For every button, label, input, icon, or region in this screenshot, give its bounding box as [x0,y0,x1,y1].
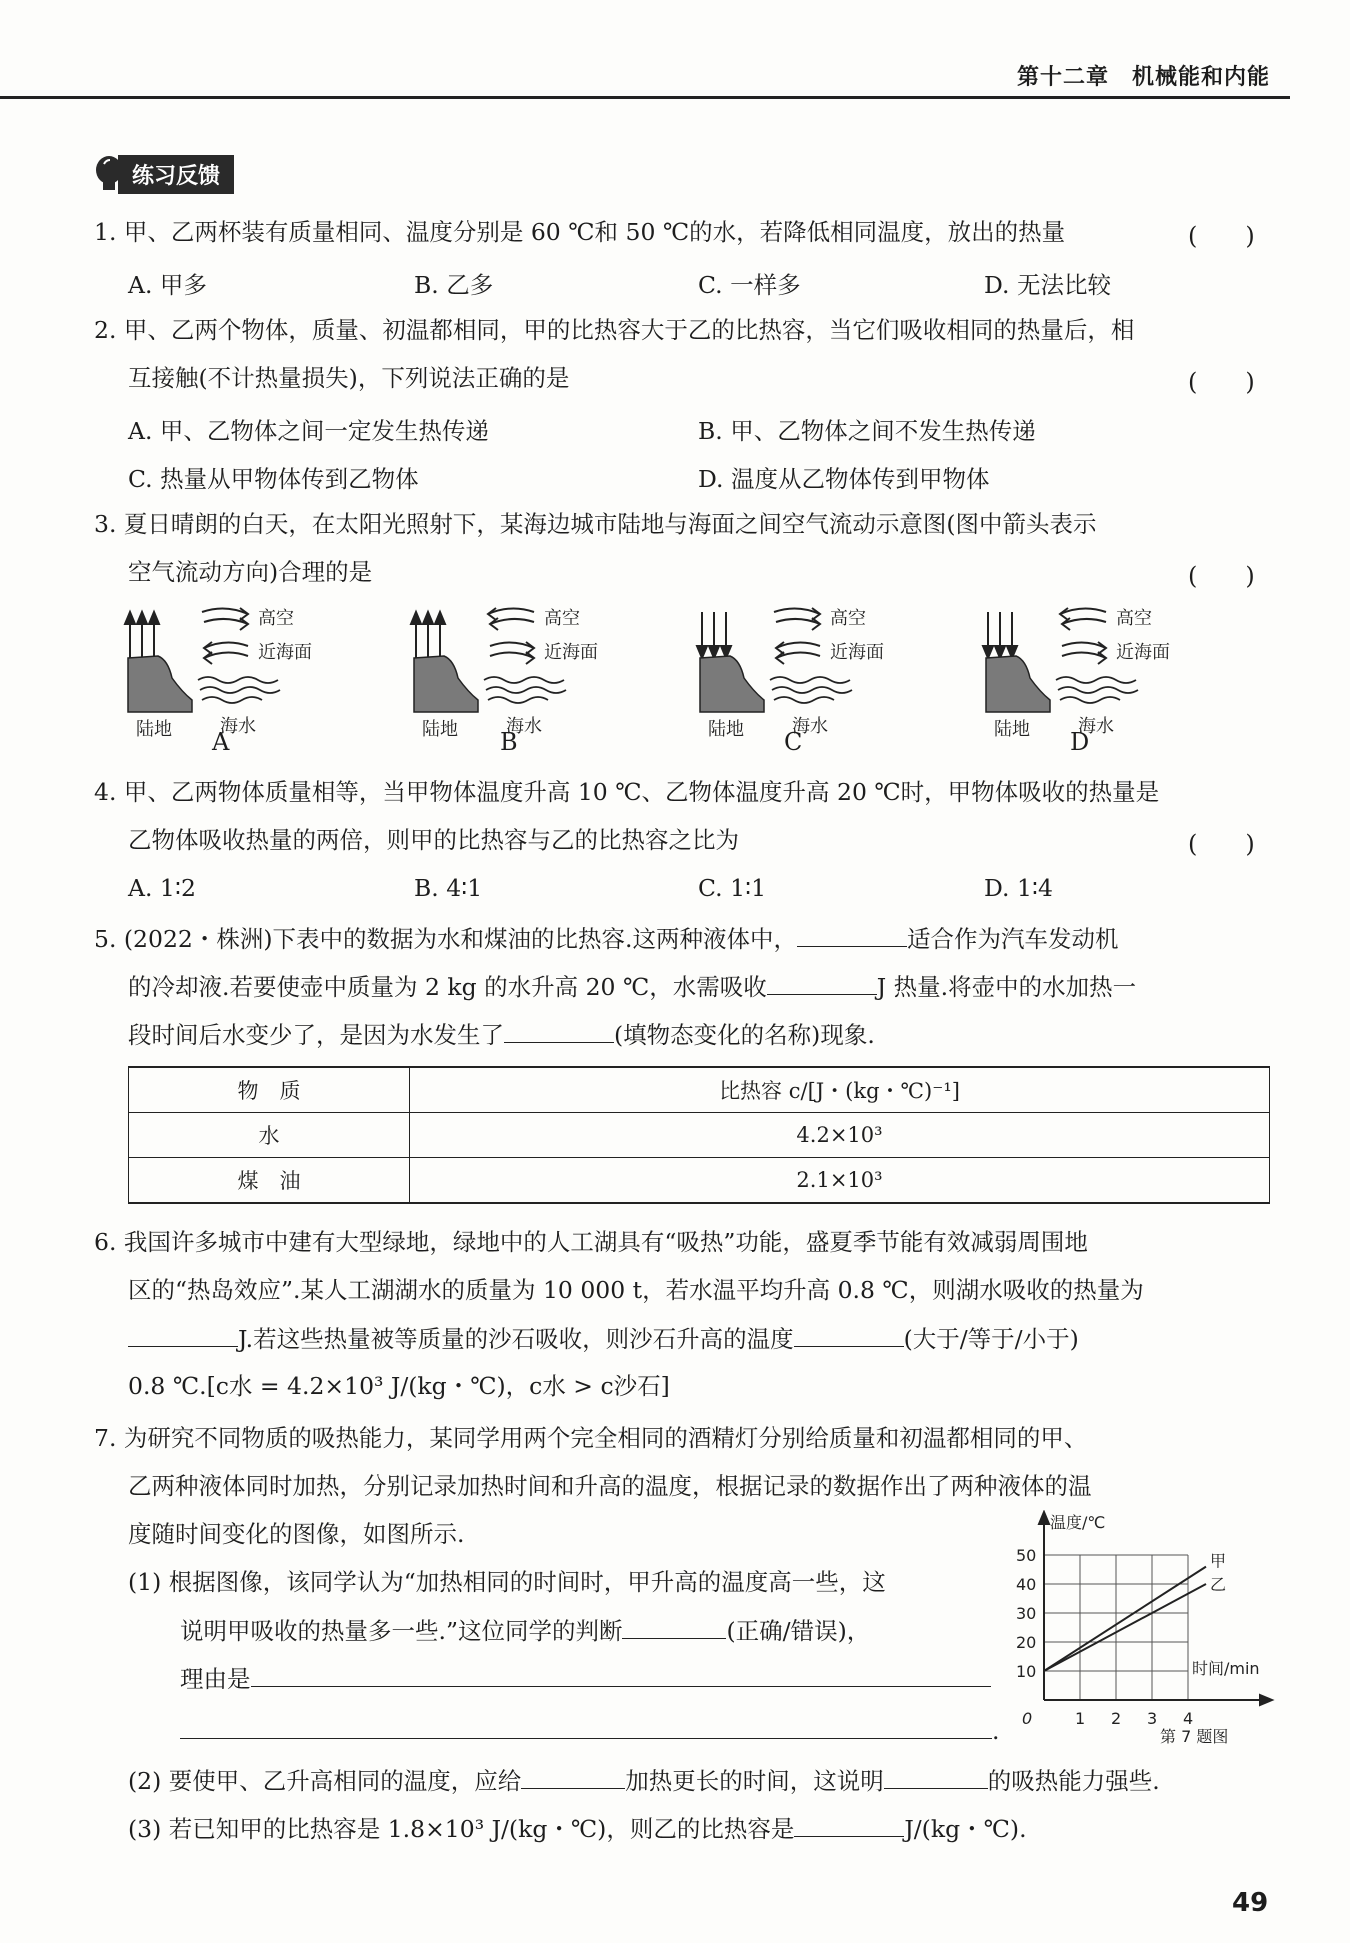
q4-option-c: C. 1∶1 [698,874,767,902]
label-near: 近海面 [1116,642,1170,663]
up-arrows [125,612,159,660]
q3-answer-paren: ( ) [1188,562,1255,590]
q7-blank-reason-2[interactable] [180,1714,992,1739]
q1-answer-paren: ( ) [1188,222,1255,250]
q7-blank-reason-1[interactable] [251,1662,991,1687]
graph-xlabel: 时间/min [1192,1659,1260,1678]
chapter-header [0,52,1290,99]
q7-line1: 7. 为研究不同物质的吸热能力，某同学用两个完全相同的酒精灯分别给质量和初温都相同的甲、 [94,1424,1088,1452]
q4-answer-paren: ( ) [1188,830,1255,858]
table-cell-heat: 4.2×10³ [410,1113,1270,1158]
q7-sub1-line1: (1) 根据图像，该同学认为“加热相同的时间时，甲升高的温度高一些，这 [128,1568,886,1596]
q4-stem-line2: 乙物体吸收热量的两倍，则甲的比热容与乙的比热容之比为 [128,826,739,854]
label-sea: 海水 [506,716,542,737]
q5-blank-3[interactable] [504,1018,614,1043]
q4-stem-line1: 4. 甲、乙两物体质量相等，当甲物体温度升高 10 ℃、乙物体温度升高 20 ℃时，甲物体吸收的热量是 [94,778,1160,806]
q2-option-b: B. 甲、乙物体之间不发生热传递 [698,417,1036,445]
q2-option-a: A. 甲、乙物体之间一定发生热传递 [128,417,489,445]
label-sea: 海水 [220,716,256,737]
high-arrow [202,608,248,630]
q6-line1: 6. 我国许多城市中建有大型绿地，绿地中的人工湖具有“吸热”功能，盛夏季节能有效减弱周围地 [94,1228,1088,1256]
series-line-1 [1044,1584,1206,1671]
q7-blank-3[interactable] [794,1812,904,1837]
q5-blank-2[interactable] [767,970,877,995]
y-tick-label: 40 [1016,1575,1037,1594]
q2-option-c: C. 热量从甲物体传到乙物体 [128,465,419,493]
high-arrow [774,608,820,630]
label-near: 近海面 [830,642,884,663]
chapter-title: 第十二章 机械能和内能 [1016,65,1270,90]
q3-letter-a: A [212,728,230,756]
y-tick-label: 10 [1016,1662,1037,1681]
q2-stem-line2: 互接触(不计热量损失)，下列说法正确的是 [128,364,570,392]
q7-sub1-line3: 理由是 [180,1662,991,1695]
q2-stem-line1: 2. 甲、乙两个物体，质量、初温都相同，甲的比热容大于乙的比热容，当它们吸收相同的热量后，相 [94,316,1135,344]
series-label-0: 甲 [1210,1551,1227,1571]
label-land: 陆地 [422,719,458,740]
near-arrow [1062,642,1106,664]
table-header-row [129,1067,1270,1113]
label-land: 陆地 [708,719,744,740]
near-arrow [204,642,248,664]
graph-caption: 第 7 题图 [1160,1727,1229,1746]
q7-blank-judgement[interactable] [622,1614,726,1639]
q6-line4: 0.8 ℃.[c水 = 4.2×10³ J/(kg・℃)，c水 > c沙石] [128,1372,670,1400]
waves [198,677,280,703]
q1-option-a: A. 甲多 [128,271,207,299]
table-row [129,1113,1270,1158]
graph-yticks [1016,1546,1036,1681]
q7-blank-2a[interactable] [521,1764,625,1789]
x-tick-label: 4 [1183,1709,1194,1728]
down-arrows [697,612,731,658]
q7-sub3: (3) 若已知甲的比热容是 1.8×10³ J/(kg・℃)，则乙的比热容是 J/(kg・℃). [128,1812,1027,1845]
q3-letter-c: C [784,728,803,756]
q2-option-d: D. 温度从乙物体传到甲物体 [698,465,990,493]
waves [1056,677,1138,703]
q6-line3: J.若这些热量被等质量的沙石吸收，则沙石升高的温度 (大于/等于/小于) [128,1322,1079,1355]
q1-option-b: B. 乙多 [414,271,494,299]
q3-diagram-d [978,600,1208,770]
specific-heat-table [128,1066,1270,1204]
section-tag [94,154,234,194]
table-header-substance: 物 质 [129,1067,410,1113]
graph-grid [1044,1555,1188,1700]
land-shape [128,656,192,712]
q5-line2: 的冷却液.若要使壶中质量为 2 kg 的水升高 20 ℃，水需吸收 J 热量.将壶中的水加热一 [128,970,1136,1003]
q7-sub1-line2: 说明甲吸收的热量多一些.”这位同学的判断 (正确/错误)， [180,1614,870,1647]
x-tick-label: 3 [1147,1709,1158,1728]
label-land: 陆地 [136,719,172,740]
q3-letter-b: B [500,728,518,756]
table-cell-substance: 煤 油 [129,1158,410,1204]
label-sea: 海水 [1078,716,1114,737]
q3-diagram-c [692,600,922,770]
page-number: 49 [1232,1888,1269,1918]
land-shape [986,656,1050,712]
q4-option-d: D. 1∶4 [984,874,1053,902]
q3-stem-line1: 3. 夏日晴朗的白天，在太阳光照射下，某海边城市陆地与海面之间空气流动示意图(图中箭头表示 [94,510,1097,538]
label-high: 高空 [1116,608,1152,629]
waves [770,677,852,703]
table-cell-heat: 2.1×10³ [410,1158,1270,1204]
graph-xticks [1022,1709,1193,1728]
y-tick-label: 20 [1016,1633,1037,1652]
y-tick-label: 50 [1016,1546,1037,1565]
q2-answer-paren: ( ) [1188,368,1255,396]
table-header-heat: 比热容 c/[J・(kg・℃)⁻¹] [410,1067,1270,1113]
q3-diagram-a [120,600,350,770]
q7-line3: 度随时间变化的图像，如图所示. [128,1520,465,1548]
label-sea: 海水 [792,716,828,737]
q3-letter-d: D [1070,728,1090,756]
waves [484,677,566,703]
section-title: 练习反馈 [118,155,234,194]
label-near: 近海面 [544,642,598,663]
x-tick-label: 0 [1022,1709,1033,1728]
q3-stem-line2: 空气流动方向)合理的是 [128,558,373,586]
q4-option-b: B. 4∶1 [414,874,483,902]
q1-option-c: C. 一样多 [698,271,801,299]
q7-sub1-line4: . [180,1714,999,1747]
table-row [129,1158,1270,1204]
q7-temperature-graph [1010,1510,1280,1750]
q1-option-d: D. 无法比较 [984,271,1111,299]
x-tick-label: 1 [1075,1709,1086,1728]
y-tick-label: 30 [1016,1604,1037,1623]
up-arrows [411,612,445,660]
series-label-1: 乙 [1210,1575,1227,1594]
q6-blank-2[interactable] [794,1322,904,1347]
q5-line3: 段时间后水变少了，是因为水发生了 (填物态变化的名称)现象. [128,1018,875,1051]
high-arrow [488,608,534,630]
near-arrow [490,642,534,664]
high-arrow [1060,608,1106,630]
q7-blank-2b[interactable] [884,1764,988,1789]
graph-ylabel: 温度/℃ [1050,1513,1106,1532]
q7-sub2: (2) 要使甲、乙升高相同的温度，应给 加热更长的时间，这说明 的吸热能力强些. [128,1764,1160,1797]
label-land: 陆地 [994,719,1030,740]
q4-option-a: A. 1∶2 [128,874,196,902]
series-line-0 [1044,1567,1206,1671]
table-cell-substance: 水 [129,1113,410,1158]
x-tick-label: 2 [1111,1709,1122,1728]
label-high: 高空 [830,608,866,629]
near-arrow [776,642,820,664]
down-arrows [983,612,1017,658]
land-shape [700,656,764,712]
q5-line1: 5. (2022・株洲)下表中的数据为水和煤油的比热容.这两种液体中， 适合作为汽车发动机 [94,922,1119,955]
q3-diagram-b [406,600,636,770]
q7-line2: 乙两种液体同时加热，分别记录加热时间和升高的温度，根据记录的数据作出了两种液体的温 [128,1472,1092,1500]
graph-series [1044,1552,1226,1671]
q5-blank-1[interactable] [797,922,907,947]
label-near: 近海面 [258,642,312,663]
label-high: 高空 [258,608,294,629]
q6-blank-1[interactable] [128,1322,238,1347]
q1-stem: 1. 甲、乙两杯装有质量相同、温度分别是 60 ℃和 50 ℃的水，若降低相同温度，放出的热量 [94,218,1066,246]
label-high: 高空 [544,608,580,629]
q6-line2: 区的“热岛效应”.某人工湖湖水的质量为 10 000 t，若水温平均升高 0.8 ℃，则湖水吸收的热量为 [128,1276,1144,1304]
land-shape [414,656,478,712]
